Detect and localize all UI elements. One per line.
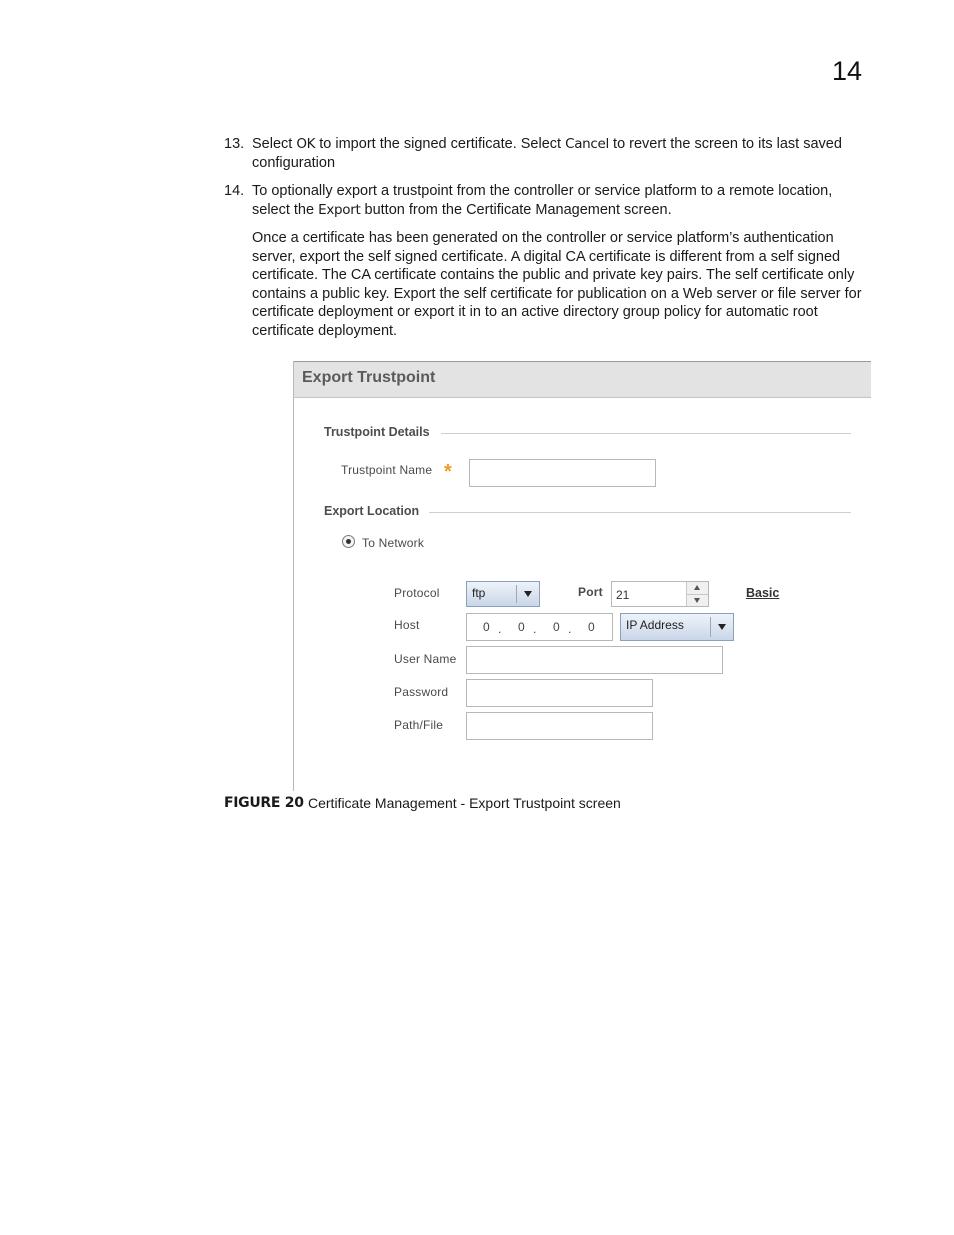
protocol-value: ftp: [472, 586, 486, 600]
username-label: User Name: [394, 652, 457, 666]
ip-octet: 0: [518, 620, 525, 634]
port-value: 21: [616, 588, 630, 602]
step-text-part: to revert the screen to its last saved configuration: [252, 136, 842, 171]
host-ip-input[interactable]: [466, 613, 613, 641]
trustpoint-name-input[interactable]: [469, 459, 656, 487]
port-spinner[interactable]: [611, 581, 709, 607]
step-text-part: to import the signed certificate. Select: [315, 136, 566, 152]
select-divider: [516, 585, 517, 603]
section-divider: [441, 433, 851, 434]
path-file-label: Path/File: [394, 718, 444, 732]
body-paragraph: Once a certificate has been generated on the controller or service platform’s authentication server, export the self signed certificate. A digital CA certificate is different from a self signed certificate. The CA certificate contains the public and private key pairs. The self certificate only contains a public key. Export the self certificate for publication on a Web server or file server for certificate deployment or export it in to an active directory group policy for automatic root certificate deployment.: [252, 230, 862, 339]
host-label: Host: [394, 618, 420, 632]
panel-header: [294, 361, 871, 398]
password-input[interactable]: [466, 679, 653, 707]
protocol-label: Protocol: [394, 586, 440, 600]
step-text-part: To optionally export a trustpoint from the controller or service platform to a remote location, select the: [252, 183, 833, 218]
chapter-number: 14: [832, 56, 863, 86]
required-star-icon: *: [444, 461, 452, 483]
ip-octet: 0: [553, 620, 560, 634]
step-text: [252, 135, 868, 173]
ip-octet: 0: [483, 620, 490, 634]
port-label: Port: [578, 585, 603, 599]
export-trustpoint-panel: [293, 361, 871, 791]
basic-link[interactable]: Basic: [746, 586, 780, 600]
to-network-label: To Network: [362, 536, 425, 550]
host-type-select[interactable]: [620, 613, 734, 641]
step-text-part: button from the Certificate Management screen.: [360, 202, 672, 218]
section-divider: [429, 512, 851, 513]
ip-dot: .: [498, 622, 502, 636]
path-file-input[interactable]: [466, 712, 653, 740]
chevron-down-icon: [718, 624, 726, 630]
spinner-up-icon[interactable]: [694, 585, 700, 590]
figure-label: FIGURE 20: [224, 795, 304, 811]
ip-dot: .: [568, 622, 572, 636]
password-label: Password: [394, 685, 449, 699]
step-text-part: Select: [252, 136, 297, 152]
step-number: 13.: [224, 136, 245, 152]
select-divider: [710, 617, 711, 637]
cancel-keyword: Cancel: [565, 136, 610, 152]
host-type-value: IP Address: [626, 618, 684, 632]
spinner-buttons[interactable]: [686, 582, 708, 606]
to-network-radio[interactable]: [342, 535, 355, 548]
ok-keyword: OK: [296, 136, 316, 152]
chevron-down-icon: [524, 591, 532, 597]
spinner-divider: [687, 594, 708, 595]
export-location-heading: Export Location: [324, 504, 420, 518]
step-number: 14.: [224, 183, 245, 199]
protocol-select[interactable]: [466, 581, 540, 607]
spinner-down-icon[interactable]: [694, 598, 700, 603]
figure-caption: Certificate Management - Export Trustpoint screen: [308, 795, 621, 811]
step-text: [252, 182, 868, 220]
ip-dot: .: [533, 622, 537, 636]
username-input[interactable]: [466, 646, 723, 674]
trustpoint-details-heading: Trustpoint Details: [324, 425, 430, 439]
export-keyword: Export: [318, 202, 361, 218]
panel-title: Export Trustpoint: [302, 369, 436, 386]
trustpoint-name-label: Trustpoint Name: [341, 463, 433, 477]
ip-octet: 0: [588, 620, 595, 634]
radio-selected-dot: [346, 539, 351, 544]
